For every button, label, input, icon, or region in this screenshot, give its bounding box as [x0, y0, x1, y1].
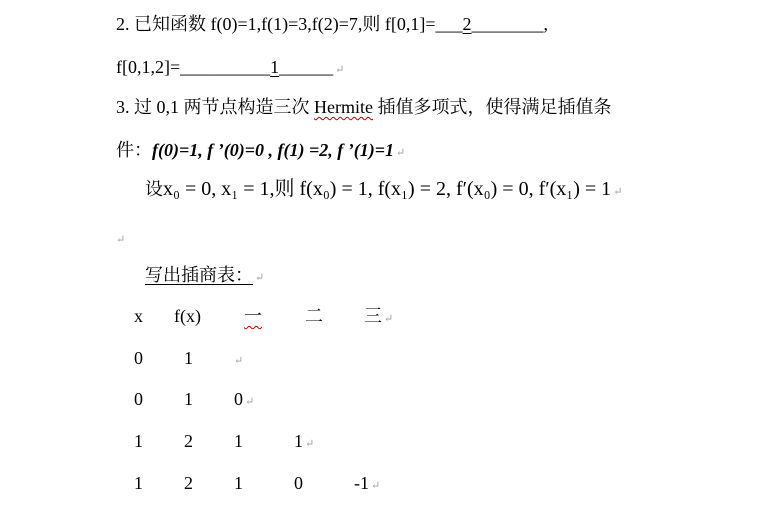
table-cell: 1 — [184, 348, 193, 368]
table-cell: 2 — [184, 431, 193, 451]
paragraph-mark-icon: ↵ — [384, 313, 394, 325]
empty-paragraph — [114, 226, 125, 251]
header-order-3: 三 ↵ — [364, 306, 394, 326]
header-x: x — [134, 306, 143, 326]
q3-setup-prefix: 设 — [145, 179, 163, 199]
table-title-line — [145, 264, 264, 289]
table-cell: 1 — [184, 389, 193, 409]
q2-line2-blank-right: ______ — [279, 57, 334, 77]
paragraph-mark-icon: ↵ — [305, 438, 315, 450]
q2-line1-blank-left: ___ — [435, 14, 463, 34]
q3-line1-rest: 插值多项式，使得满足插值条 — [372, 97, 612, 117]
paragraph-mark-icon: ↵ — [245, 396, 255, 408]
table-cell: 0 — [134, 348, 143, 368]
paragraph-mark-icon: ↵ — [116, 234, 126, 246]
paragraph-mark-icon: ↵ — [613, 186, 623, 198]
q3-setup-math: x₀ = 0, x₁ = 1,则 f(x₀) = 1, f(x₁) = 2, f′(x₀) = 0, f′(x₁) = 1 — [163, 178, 612, 200]
q2-line-2 — [116, 56, 344, 81]
table-cell — [232, 347, 243, 372]
q2-line1-blank-right: ________ — [471, 14, 544, 34]
q2-line2-blank-left: __________ — [180, 57, 271, 77]
q2-line1-end: , — [543, 14, 549, 34]
header-fx: f(x) — [174, 306, 201, 326]
q2-line1-answer: 2 — [462, 14, 472, 34]
q2-line2-answer: 1 — [270, 57, 280, 77]
q3-hermite-word: Hermite — [314, 97, 373, 117]
paragraph-mark-icon: ↵ — [395, 147, 406, 159]
q2-line-1 — [116, 13, 548, 35]
paragraph-mark-icon: ↵ — [371, 480, 381, 492]
q3-setup-line — [145, 178, 622, 203]
q3-line-2 — [116, 139, 405, 164]
q3-line2-prefix: 件： — [116, 140, 152, 160]
table-cell: 0 ↵ — [234, 389, 255, 409]
paragraph-mark-icon: ↵ — [234, 355, 244, 367]
q3-conditions: f(0)=1, f ’(0)=0 , f(1) =2, f ’(1)=1 — [152, 140, 394, 160]
table-cell: 0 — [294, 473, 303, 493]
table-title: 写出插商表： — [145, 265, 253, 285]
header-order-1: 一 — [244, 306, 262, 326]
table-cell: 1 — [234, 473, 243, 493]
q3-line-1 — [116, 96, 611, 118]
table-cell: 2 — [184, 473, 193, 493]
table-cell: 1 ↵ — [294, 431, 315, 451]
table-cell: 1 — [134, 431, 143, 451]
q3-line1-prefix: 3. 过 0,1 两节点构造三次 — [116, 97, 314, 117]
table-cell: 0 — [134, 389, 143, 409]
paragraph-mark-icon: ↵ — [255, 272, 265, 284]
q2-line1-prefix: 2. 已知函数 f(0)=1,f(1)=3,f(2)=7,则 f[0,1]= — [116, 14, 436, 34]
table-cell: 1 — [134, 473, 143, 493]
table-cell: 1 — [234, 431, 243, 451]
table-cell: -1 ↵ — [354, 473, 381, 493]
q2-line2-prefix: f[0,1,2]= — [116, 57, 181, 77]
paragraph-mark-icon: ↵ — [335, 64, 345, 76]
header-order-2: 二 — [305, 306, 323, 326]
